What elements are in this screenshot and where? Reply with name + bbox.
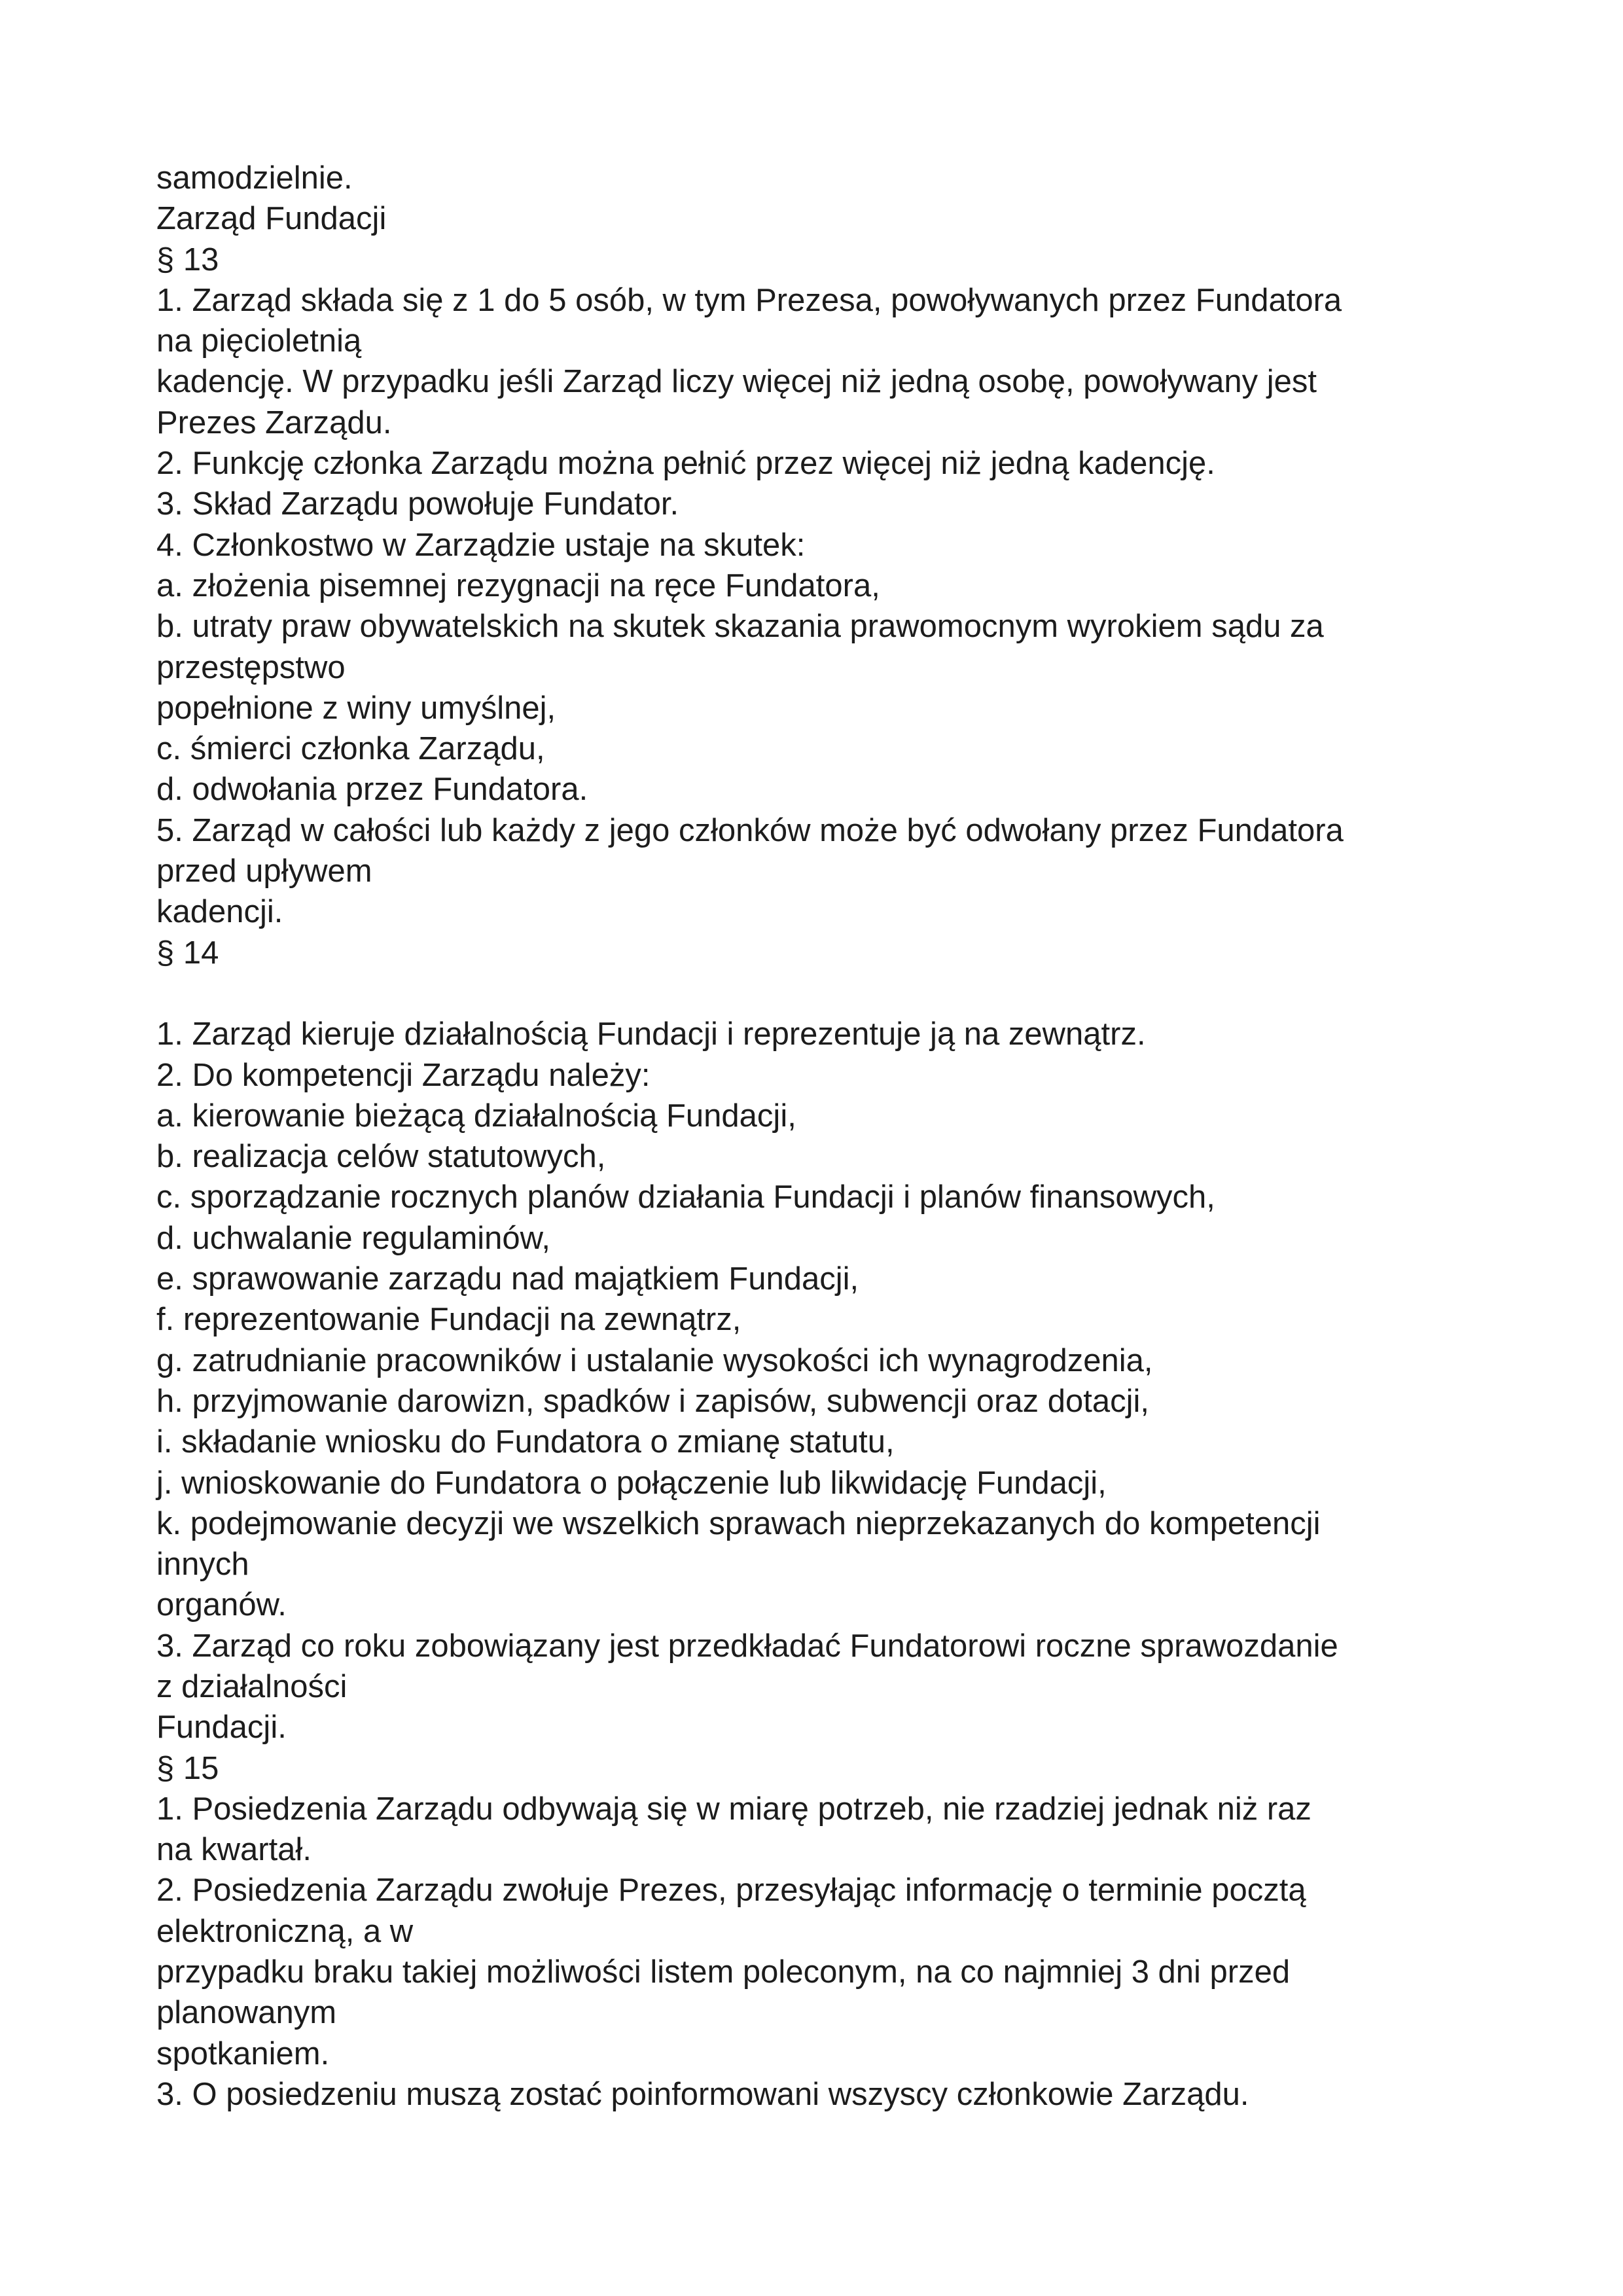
text-line: kadencji.: [156, 894, 283, 930]
text-line: a. kierowanie bieżącą działalnością Fundacji,: [156, 1098, 796, 1134]
text-line: c. sporządzanie rocznych planów działania Fundacji i planów finansowych,: [156, 1179, 1215, 1215]
text-line: 1. Posiedzenia Zarządu odbywają się w miarę potrzeb, nie rzadziej jednak niż raz: [156, 1791, 1311, 1827]
section-number: § 14: [156, 935, 219, 971]
text-line: przestępstwo: [156, 649, 346, 685]
text-line: na kwartał.: [156, 1832, 312, 1868]
text-line: 3. Zarząd co roku zobowiązany jest przedkładać Fundatorowi roczne sprawozdanie: [156, 1628, 1338, 1664]
text-line: 1. Zarząd składa się z 1 do 5 osób, w tym Prezesa, powoływanych przez Fundatora: [156, 282, 1342, 318]
text-line: b. realizacja celów statutowych,: [156, 1139, 606, 1175]
text-line: h. przyjmowanie darowizn, spadków i zapisów, subwencji oraz dotacji,: [156, 1383, 1149, 1419]
text-line: 2. Posiedzenia Zarządu zwołuje Prezes, przesyłając informację o terminie pocztą: [156, 1873, 1306, 1909]
text-line: e. sprawowanie zarządu nad majątkiem Fundacji,: [156, 1261, 859, 1297]
text-line: k. podejmowanie decyzji we wszelkich sprawach nieprzekazanych do kompetencji: [156, 1505, 1321, 1541]
text-line: kadencję. W przypadku jeśli Zarząd liczy więcej niż jedną osobę, powoływany jest: [156, 364, 1317, 400]
text-line: planowanym: [156, 1995, 337, 2031]
text-line: przypadku braku takiej możliwości listem poleconym, na co najmniej 3 dni przed: [156, 1954, 1291, 1990]
text-line: elektroniczną, a w: [156, 1913, 414, 1949]
text-line: popełnione z winy umyślnej,: [156, 690, 556, 726]
text-line: 1. Zarząd kieruje działalnością Fundacji i reprezentuje ją na zewnątrz.: [156, 1016, 1146, 1052]
text-line: b. utraty praw obywatelskich na skutek skazania prawomocnym wyrokiem sądu za: [156, 609, 1324, 645]
blank-line: [156, 973, 1505, 1014]
text-line: samodzielnie.: [156, 160, 353, 196]
text-line: 4. Członkostwo w Zarządzie ustaje na skutek:: [156, 527, 806, 563]
text-line: 3. O posiedzeniu muszą zostać poinformowani wszyscy członkowie Zarządu.: [156, 2076, 1249, 2112]
text-line: Prezes Zarządu.: [156, 404, 392, 440]
section-number: § 13: [156, 242, 219, 278]
text-line: 2. Funkcję członka Zarządu można pełnić przez więcej niż jedną kadencję.: [156, 446, 1215, 482]
text-line: c. śmierci członka Zarządu,: [156, 731, 545, 767]
text-line: na pięcioletnią: [156, 323, 362, 359]
text-line: d. uchwalanie regulaminów,: [156, 1220, 550, 1256]
text-line: Fundacji.: [156, 1710, 287, 1746]
section-title: Zarząd Fundacji: [156, 201, 387, 237]
text-line: a. złożenia pisemnej rezygnacji na ręce Fundatora,: [156, 567, 880, 603]
text-line: przed upływem: [156, 853, 372, 889]
text-line: i. składanie wniosku do Fundatora o zmianę statutu,: [156, 1424, 895, 1460]
text-line: 3. Skład Zarządu powołuje Fundator.: [156, 486, 679, 522]
text-line: spotkaniem.: [156, 2036, 330, 2072]
text-line: f. reprezentowanie Fundacji na zewnątrz,: [156, 1302, 741, 1338]
text-line: 2. Do kompetencji Zarządu należy:: [156, 1057, 651, 1093]
text-line: z działalności: [156, 1668, 348, 1704]
text-line: d. odwołania przez Fundatora.: [156, 772, 588, 808]
section-number: § 15: [156, 1750, 219, 1786]
text-line: 5. Zarząd w całości lub każdy z jego członków może być odwołany przez Fundatora: [156, 812, 1344, 848]
text-line: innych: [156, 1547, 249, 1583]
text-line: organów.: [156, 1587, 287, 1623]
text-line: g. zatrudnianie pracowników i ustalanie wysokości ich wynagrodzenia,: [156, 1342, 1153, 1378]
text-line: j. wnioskowanie do Fundatora o połączenie lub likwidację Fundacji,: [156, 1465, 1107, 1501]
